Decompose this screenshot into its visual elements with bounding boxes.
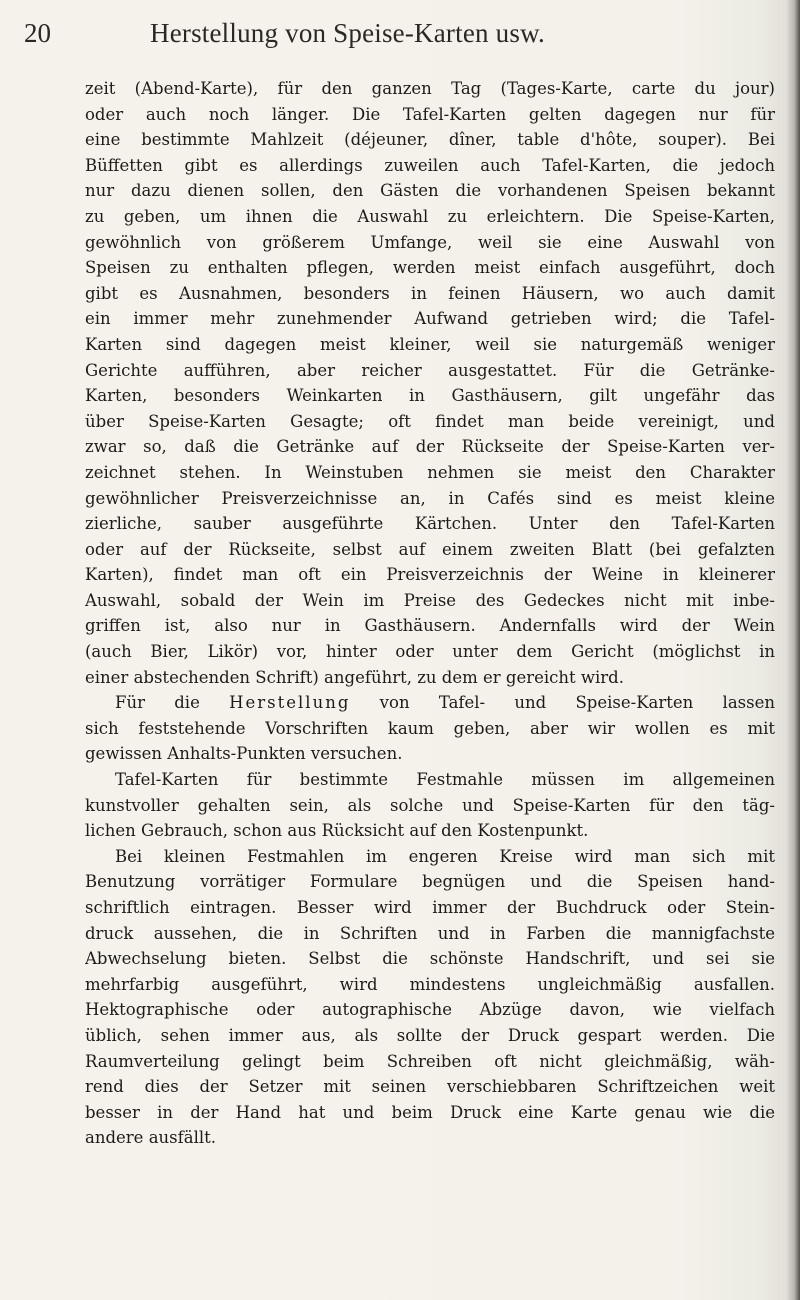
running-title: Herstellung von Speise-Karten usw. [150,18,545,48]
text-line: gewöhnlich von größerem Umfange, weil sie eine Auswahl von [85,232,775,252]
text-line: Karten, besonders Weinkarten in Gasthäusern, gilt ungefähr das [85,386,775,406]
text-line: kunstvoller gehalten sein, als solche und Speise-Karten für den täg- [85,795,775,815]
text-line: Gerichte aufführen, aber reicher ausgestattet. Für die Getränke- [85,360,775,380]
text-line: Karten), findet man oft ein Preisverzeichnis der Weine in kleinerer [85,565,775,585]
text-line: zu geben, um ihnen die Auswahl zu erleichtern. Die Speise-Karten, [85,206,775,226]
text-line: sich feststehende Vorschriften kaum geben, aber wir wollen es mit [85,718,775,738]
text-line: andere ausfällt. [85,1128,216,1148]
text-line: rend dies der Setzer mit seinen verschiebbaren Schriftzeichen weit [85,1077,775,1097]
text-line: gibt es Ausnahmen, besonders in feinen Häusern, wo auch damit [85,283,775,303]
text-line: mehrfarbig ausgeführt, wird mindestens ungleichmäßig ausfallen. [85,974,775,994]
text-line: Auswahl, sobald der Wein im Preise des Gedeckes nicht mit inbe- [85,590,775,610]
text-line: Karten sind dagegen meist kleiner, weil sie naturgemäß weniger [85,334,775,354]
text-line-paragraph-start [85,690,775,716]
text-line: üblich, sehen immer aus, als sollte der Druck gespart werden. Die [85,1025,775,1045]
text-line: schriftlich eintragen. Besser wird immer der Buchdruck oder Stein- [85,898,775,917]
text-line: über Speise-Karten Gesagte; oft findet man beide vereinigt, und [85,411,775,431]
text-line: gewissen Anhalts-Punkten versuchen. [85,744,403,764]
text-line: (auch Bier, Likör) vor, hinter oder unter dem Gericht (möglichst in [85,642,775,662]
page-edge-shadow [786,0,800,1300]
rest-text: von Tafel- und Speise-Karten lassen [350,693,775,713]
text-line: zeichnet stehen. In Weinstuben nehmen sie meist den Charakter [85,462,775,482]
text-line: griffen ist, also nur in Gasthäusern. Andernfalls wird der Wein [85,616,775,636]
text-line: lichen Gebrauch, schon aus Rücksicht auf den Kostenpunkt. [85,821,589,841]
text-line: eine bestimmte Mahlzeit (déjeuner, dîner, table d'hôte, souper). Bei [85,130,775,150]
text-line: Raumverteilung gelingt beim Schreiben oft nicht gleichmäßig, wäh- [85,1051,775,1071]
text-line: oder auf der Rückseite, selbst auf einem zweiten Blatt (bei gefalzten [85,539,775,559]
emphasized-text: Herstellung [229,693,351,713]
text-line: Büffetten gibt es allerdings zuweilen auch Tafel-Karten, die jedoch [85,155,775,175]
text-line: Speisen zu enthalten pflegen, werden meist einfach ausgeführt, doch [85,258,775,278]
text-line: gewöhnlicher Preisverzeichnisse an, in Cafés sind es meist kleine [85,488,775,508]
page-number: 20 [24,18,51,48]
text-line: druck aussehen, die in Schriften und in Farben die mannigfachste [85,923,775,943]
text-line: Abwechselung bieten. Selbst die schönste Handschrift, und sei sie [85,949,775,969]
text-line: zeit (Abend-Karte), für den ganzen Tag (Tages-Karte, carte du jour) [85,79,775,98]
text-line: einer abstechenden Schrift) angeführt, zu dem er gereicht wird. [85,667,624,687]
text-line-paragraph-start: Bei kleinen Festmahlen im engeren Kreise wird man sich mit [115,846,775,866]
text-line: Benutzung vorrätiger Formulare begnügen und die Speisen hand- [85,872,775,892]
text-line: besser in der Hand hat und beim Druck eine Karte genau wie die [85,1102,775,1122]
text-line: oder auch noch länger. Die Tafel-Karten gelten dagegen nur für [85,104,775,124]
text-line-paragraph-start: Tafel-Karten für bestimmte Festmahle müssen im allgemeinen [115,770,775,790]
text-line: ein immer mehr zunehmender Aufwand getrieben wird; die Tafel- [85,309,775,329]
lead-text: Für die [115,693,230,713]
text-line: Hektographische oder autographische Abzüge davon, wie vielfach [85,1000,775,1020]
body-text [85,76,775,1151]
text-line: zierliche, sauber ausgeführte Kärtchen. Unter den Tafel-Karten [85,514,775,534]
page-header [0,14,800,54]
text-line: zwar so, daß die Getränke auf der Rückseite der Speise-Karten ver- [85,437,775,457]
text-line: nur dazu dienen sollen, den Gästen die vorhandenen Speisen bekannt [85,181,775,201]
